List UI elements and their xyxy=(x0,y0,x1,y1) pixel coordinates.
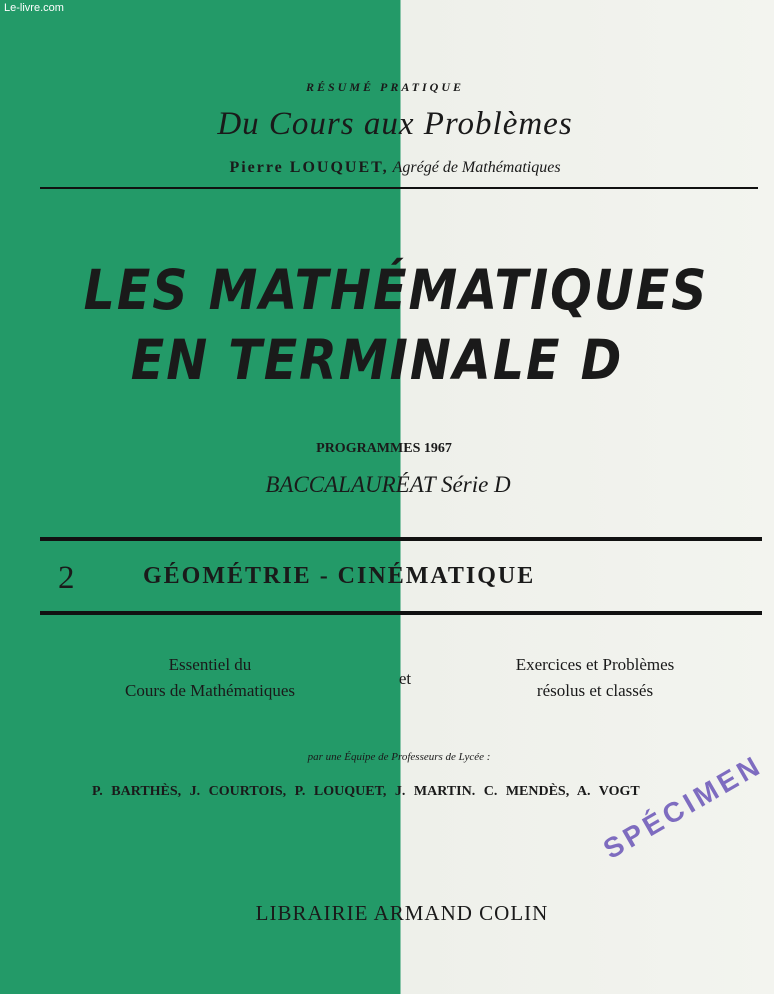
volume-number: 2 xyxy=(58,560,75,596)
main-title-line2: EN TERMINALE D xyxy=(130,328,624,393)
author-credential: Agrégé de Mathématiques xyxy=(392,159,561,176)
contents-right-line2: résolus et classés xyxy=(536,681,654,700)
main-title-line1: LES MATHÉMATIQUES xyxy=(83,258,709,323)
exam-label: BACCALAURÉAT Série D xyxy=(265,472,511,497)
contents-left-line2: Cours de Mathématiques xyxy=(125,681,295,700)
contents-right xyxy=(445,652,745,704)
supertitle: RÉSUMÉ PRATIQUE xyxy=(305,80,465,94)
volume-title: GÉOMÉTRIE - CINÉMATIQUE xyxy=(143,563,536,589)
author-list: P. BARTHÈS, J. COURTOIS, P. LOUQUET, J. MARTIN. C. MENDÈS, A. VOGT xyxy=(92,784,640,799)
watermark: Le-livre.com xyxy=(4,2,64,14)
programmes-label: PROGRAMMES 1967 xyxy=(316,441,452,456)
header-rule xyxy=(40,187,758,189)
contents-connector: et xyxy=(398,669,412,688)
volume-rule-top xyxy=(40,537,762,541)
contents-right-line1: Exercices et Problèmes xyxy=(515,655,675,674)
contents-left xyxy=(60,652,360,704)
author-name: Pierre LOUQUET, xyxy=(229,159,389,176)
contents-left-line1: Essentiel du xyxy=(168,655,252,674)
publisher: LIBRAIRIE ARMAND COLIN xyxy=(255,901,549,925)
series-title: Du Cours aux Problèmes xyxy=(217,106,573,142)
volume-rule-bottom xyxy=(40,611,762,615)
team-intro: par une Équipe de Professeurs de Lycée : xyxy=(307,751,491,763)
specimen-stamp: SPÉCIMEN xyxy=(598,748,768,865)
author-line xyxy=(8,159,774,177)
